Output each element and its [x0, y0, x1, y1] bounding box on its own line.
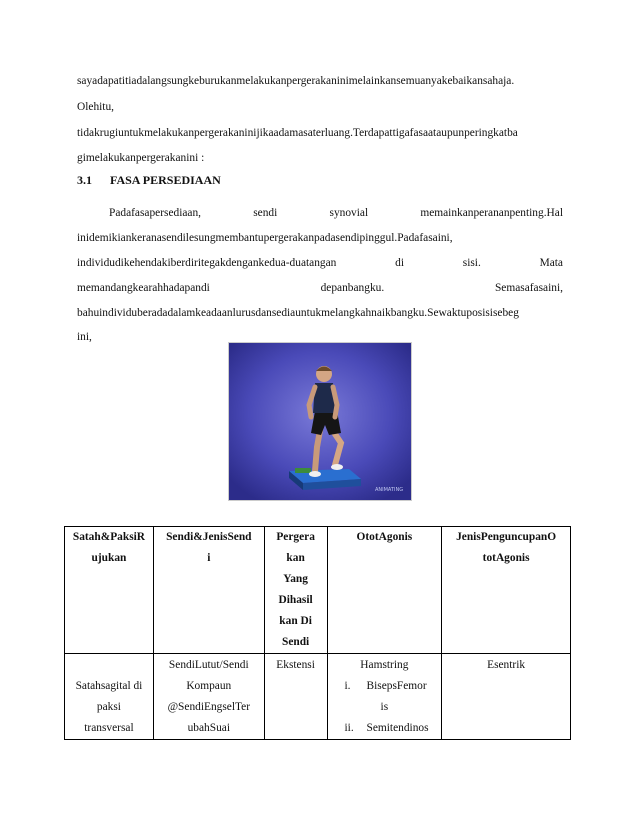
- word: memainkanperananpenting.Hal: [420, 207, 563, 219]
- word: sisi.: [462, 257, 481, 269]
- table-header-cell: JenisPenguncupanO totAgonis: [442, 527, 571, 654]
- list-item: ii. Semitendinos: [344, 722, 429, 734]
- word: depanbangku.: [320, 282, 385, 294]
- table-cell: Ekstensi: [264, 654, 327, 740]
- word: Padafasapersediaan,: [109, 207, 202, 219]
- section-number: 3.1: [77, 173, 92, 187]
- table-header-cell: Pergera kan Yang Dihasil kan Di Sendi: [264, 527, 327, 654]
- watermark-text: ANIMATING: [374, 487, 404, 493]
- paragraph-line: ini,: [77, 331, 92, 343]
- paragraph-line: [77, 281, 563, 295]
- word: individudikehendakiberdiritegakdengankedua-duatangan: [77, 257, 337, 269]
- paragraph-line: sayadapatitiadalangsungkeburukanmelakukanpergerakaninimelainkansemuanyakebaikansahaja.: [77, 75, 515, 87]
- table-header-cell: Sendi&JenisSend i: [153, 527, 264, 654]
- word: Semasafasaini,: [494, 282, 563, 294]
- word: di: [395, 257, 404, 269]
- table-header-cell: OtotAgonis: [327, 527, 442, 654]
- table-header-cell: Satah&PaksiR ujukan: [65, 527, 154, 654]
- word: synovial: [329, 207, 369, 219]
- paragraph-line: inidemikiankeranasendilesungmembantupergerakanpadasendipinggul.Padafasaini,: [77, 232, 453, 244]
- paragraph-line: [77, 206, 563, 220]
- table-cell: SendiLutut/Sendi Kompaun @SendiEngselTer ubahSuai: [153, 654, 264, 740]
- paragraph-line: gimelakukanpergerakanini :: [77, 152, 205, 164]
- word: sendi: [253, 207, 278, 219]
- table-cell: Esentrik: [442, 654, 571, 740]
- section-title: FASA PERSEDIAAN: [110, 173, 221, 187]
- word: memandangkearahhadapandi: [77, 282, 210, 294]
- list-item: is: [380, 701, 389, 713]
- paragraph-line: Olehitu,: [77, 101, 115, 113]
- table-cell: Hamstring i. BisepsFemor is ii. Semitendinos: [327, 654, 442, 740]
- joint-movement-table: [64, 526, 571, 740]
- person-stepping-image: [229, 343, 411, 500]
- list-item: i. BisepsFemor: [344, 680, 427, 692]
- word: Mata: [539, 257, 563, 269]
- paragraph-line: [77, 256, 563, 270]
- paragraph-line: bahuindividuberadadalamkeadaanlurusdansediauntukmelangkahnaikbangku.Sewaktuposisisebeg: [77, 307, 519, 319]
- step-up-illustration: [228, 342, 412, 501]
- table-cell: Satahsagital di paksi transversal: [65, 654, 154, 740]
- section-heading: [77, 173, 221, 188]
- table-header-row: [65, 527, 571, 654]
- table-row: [65, 654, 571, 740]
- paragraph-line: tidakrugiuntukmelakukanpergerakaninijikaadamasaterluang.Terdapattigafasaataupunperingkatba: [77, 127, 518, 139]
